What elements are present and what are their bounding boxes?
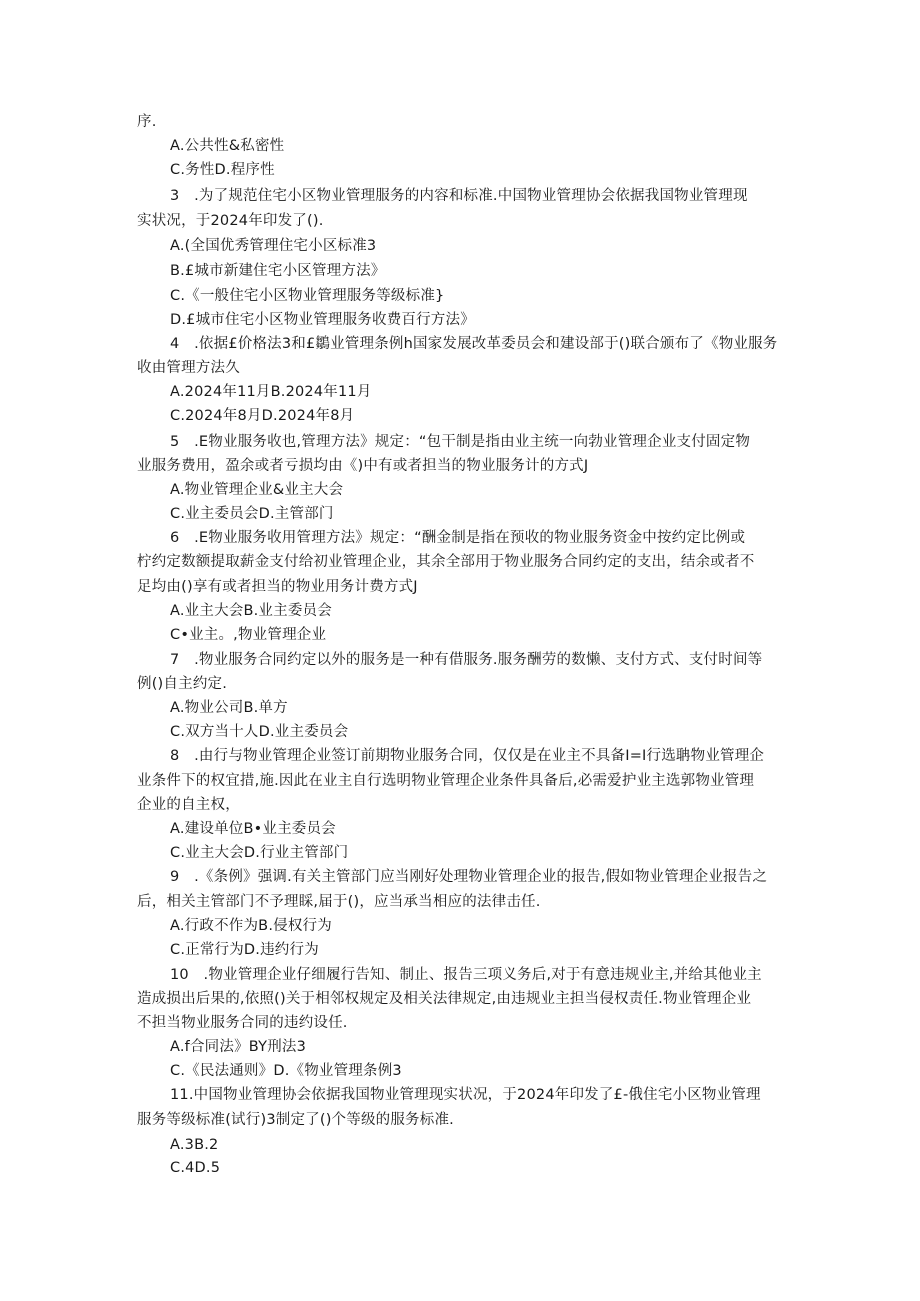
question-line: 8 .由行与物业管理企业签订前期物业服务合同，仅仅是在业主不具备I=I行选聃物业管理企	[170, 748, 765, 764]
option-line: C.2024年8月D.2024年8月	[170, 408, 355, 424]
text-line: 柠约定数额提取薪金支付给初业管理企业，其余全部用于物业服务合同约定的支出，结余或者不	[137, 554, 755, 570]
option-line: D.£城市住宅小区物业管理服务收费百行方法》	[170, 312, 475, 328]
option-line: C.双方当十人D.业主委员会	[170, 724, 349, 740]
option-line: B.£城市新建住宅小区管理方法》	[170, 263, 386, 279]
option-line: A.业主大会B.业主委员会	[170, 603, 332, 619]
option-line: A.公共性&私密性	[170, 138, 285, 154]
option-line: A.f合同法》BY刑法3	[170, 1039, 307, 1055]
text-line: 收由管理方法久	[137, 360, 240, 376]
question-line: 10 .物业管理企业仔细履行告知、制止、报告三项义务后,对于有意违规业主,并给其他业主	[170, 967, 762, 983]
text-line: 不担当物业服务合同的违约设任.	[137, 1015, 348, 1031]
option-line: C.务性D.程序性	[170, 162, 275, 178]
option-line: A.行政不作为B.侵权行为	[170, 918, 332, 934]
text-line: 服务等级标准(试行)3制定了()个等级的服务标准.	[137, 1112, 454, 1128]
option-line: A.3B.2	[170, 1137, 219, 1153]
option-line: C.《民法通则》D.《物业管理条例3	[170, 1063, 402, 1079]
question-line: 3 .为了规范住宅小区物业管理服务的内容和标准.中国物业管理协会依据我国物业管理现	[170, 188, 748, 204]
option-line: C.正常行为D.违约行为	[170, 942, 319, 958]
text-line: 企业的自主权，	[137, 797, 240, 813]
text-line: 业条件下的权宜措,施.因此在业主自行选明物业管理企业条件具备后,必需爱护业主选郭物业管理	[137, 773, 755, 789]
option-line: C.业主委员会D.主管部门	[170, 506, 334, 522]
option-line: A.物业管理企业&业主大会	[170, 482, 344, 498]
option-line: A.(全国优秀管理住宅小区标准3	[170, 238, 377, 254]
option-line: C.业主大会D.行业主管部门	[170, 845, 349, 861]
question-line: 6 .E物业服务收用管理方法》规定：“酬金制是指在预收的物业服务资金中按约定比例或	[170, 530, 746, 546]
text-line: 例()自主约定.	[137, 676, 228, 692]
text-line: 足均由()享有或者担当的物业用务计费方式J	[137, 579, 418, 595]
question-line: 11.中国物业管理协会依据我国物业管理现实状况，于2024年印发了£-俄住宅小区物业管理	[170, 1087, 761, 1103]
option-line: C.《一般住宅小区物业管理服务等级标准}	[170, 288, 445, 304]
option-line: A.物业公司B.单方	[170, 700, 288, 716]
question-line: 7 .物业服务合同约定以外的服务是一种有借服务.服务酬劳的数懒、支付方式、支付时间等	[170, 652, 763, 668]
text-line: 序.	[137, 114, 157, 130]
option-line: C•业主。,物业管理企业	[170, 627, 327, 643]
text-line: 业服务费用，盈余或者亏损均由《)中有或者担当的物业服务计的方式J	[137, 458, 589, 474]
question-line: 5 .E物业服务收也,管理方法》规定：“包干制是指由业主统一向勃业管理企业支付固定物	[170, 434, 751, 450]
text-line: 后，相关主管部门不予理睬,届于()，应当承当相应的法律击任.	[137, 894, 541, 910]
option-line: C.4D.5	[170, 1160, 221, 1176]
option-line: A.建设单位B•业主委员会	[170, 821, 336, 837]
option-line: A.2024年11月B.2024年11月	[170, 384, 372, 400]
text-line: 实状况，于2024年印发了().	[137, 213, 324, 229]
question-line: 4 .依据£价格法3和£鶵业管理条例h国家发展改革委员会和建设部于()联合颁布了《物业服务	[170, 336, 778, 352]
question-line: 9 .《条例》强调.有关主管部门应当刚好处理物业管理企业的报告,假如物业管理企业报告之	[170, 869, 768, 885]
text-line: 造成损出后果的,依照()关于相邻权规定及相关法律规定,由违规业主担当侵权责任.物业管理企业	[137, 991, 752, 1007]
